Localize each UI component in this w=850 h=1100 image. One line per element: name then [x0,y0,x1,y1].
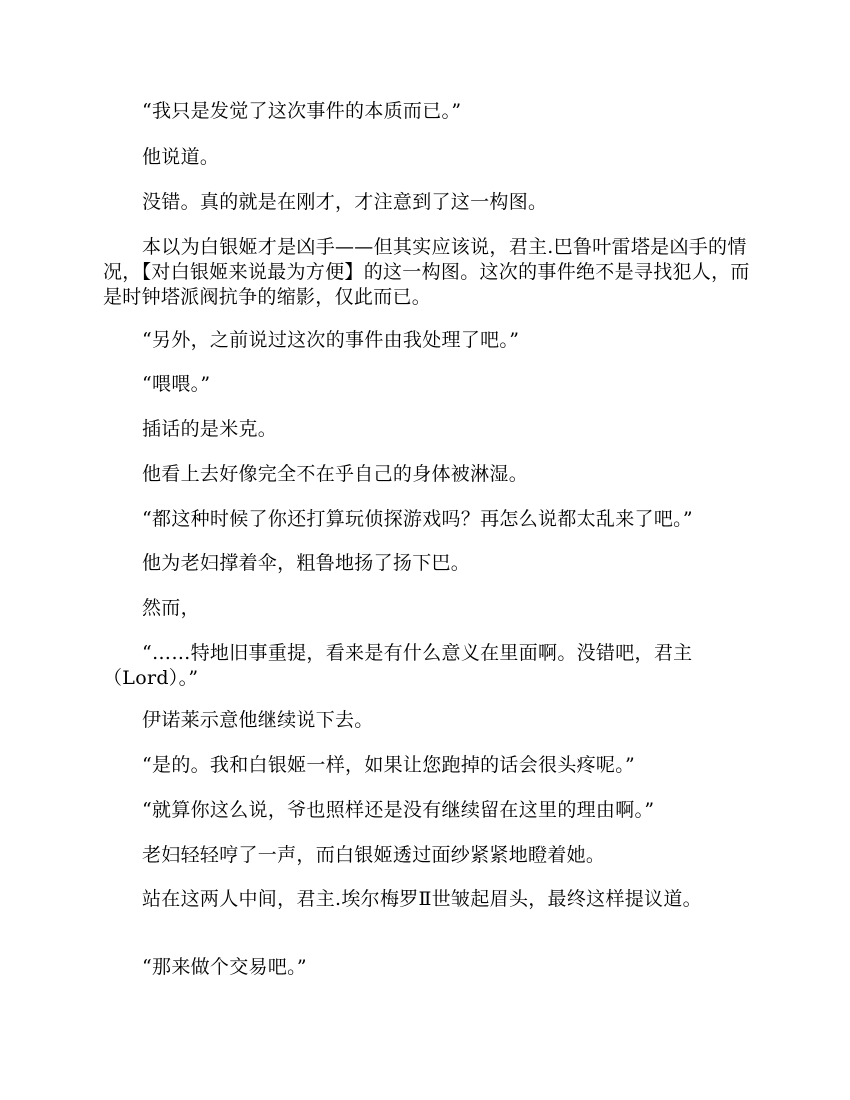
paragraph-9: “都这种时候了你还打算玩侦探游戏吗？再怎么说都太乱来了吧。” [142,508,693,530]
paragraph-6: “喂喂。” [142,373,211,395]
paragraph-15: “就算你这么说，爷也照样还是没有继续留在这里的理由啊。” [142,799,655,821]
paragraph-12: “……特地旧事重提，看来是有什么意义在里面啊。没错吧，君主（Lord）。” [103,642,693,689]
paragraph-10: 他为老妇撑着伞，粗鲁地扬了扬下巴。 [142,552,471,574]
paragraph-11: 然而， [142,597,200,619]
paragraph-17: 站在这两人中间，君主.埃尔梅罗Ⅱ世皱起眉头，最终这样提议道。 [142,888,702,910]
paragraph-8: 他看上去好像完全不在乎自己的身体被淋湿。 [142,463,529,485]
paragraph-14: “是的。我和白银姬一样，如果让您跑掉的话会很头疼呢。” [142,754,636,776]
paragraph-5: “另外，之前说过这次的事件由我处理了吧。” [142,329,520,351]
paragraph-3: 没错。真的就是在刚才，才注意到了这一构图。 [142,191,548,213]
paragraph-4: 本以为白银姬才是凶手——但其实应该说，君主.巴鲁叶雷塔是凶手的情况，【对白银姬来说最为方便】的这一构图。这次的事件绝不是寻找犯人，而是时钟塔派阀抗争的缩影，仅此而已。 [103,236,750,308]
paragraph-13: 伊诺莱示意他继续说下去。 [142,709,374,731]
paragraph-18: “那来做个交易吧。” [142,956,307,978]
paragraph-16: 老妇轻轻哼了一声，而白银姬透过面纱紧紧地瞪着她。 [142,844,606,866]
paragraph-7: 插话的是米克。 [142,418,278,440]
paragraph-1: “我只是发觉了这次事件的本质而已。” [142,100,462,122]
paragraph-2: 他说道。 [142,146,220,168]
